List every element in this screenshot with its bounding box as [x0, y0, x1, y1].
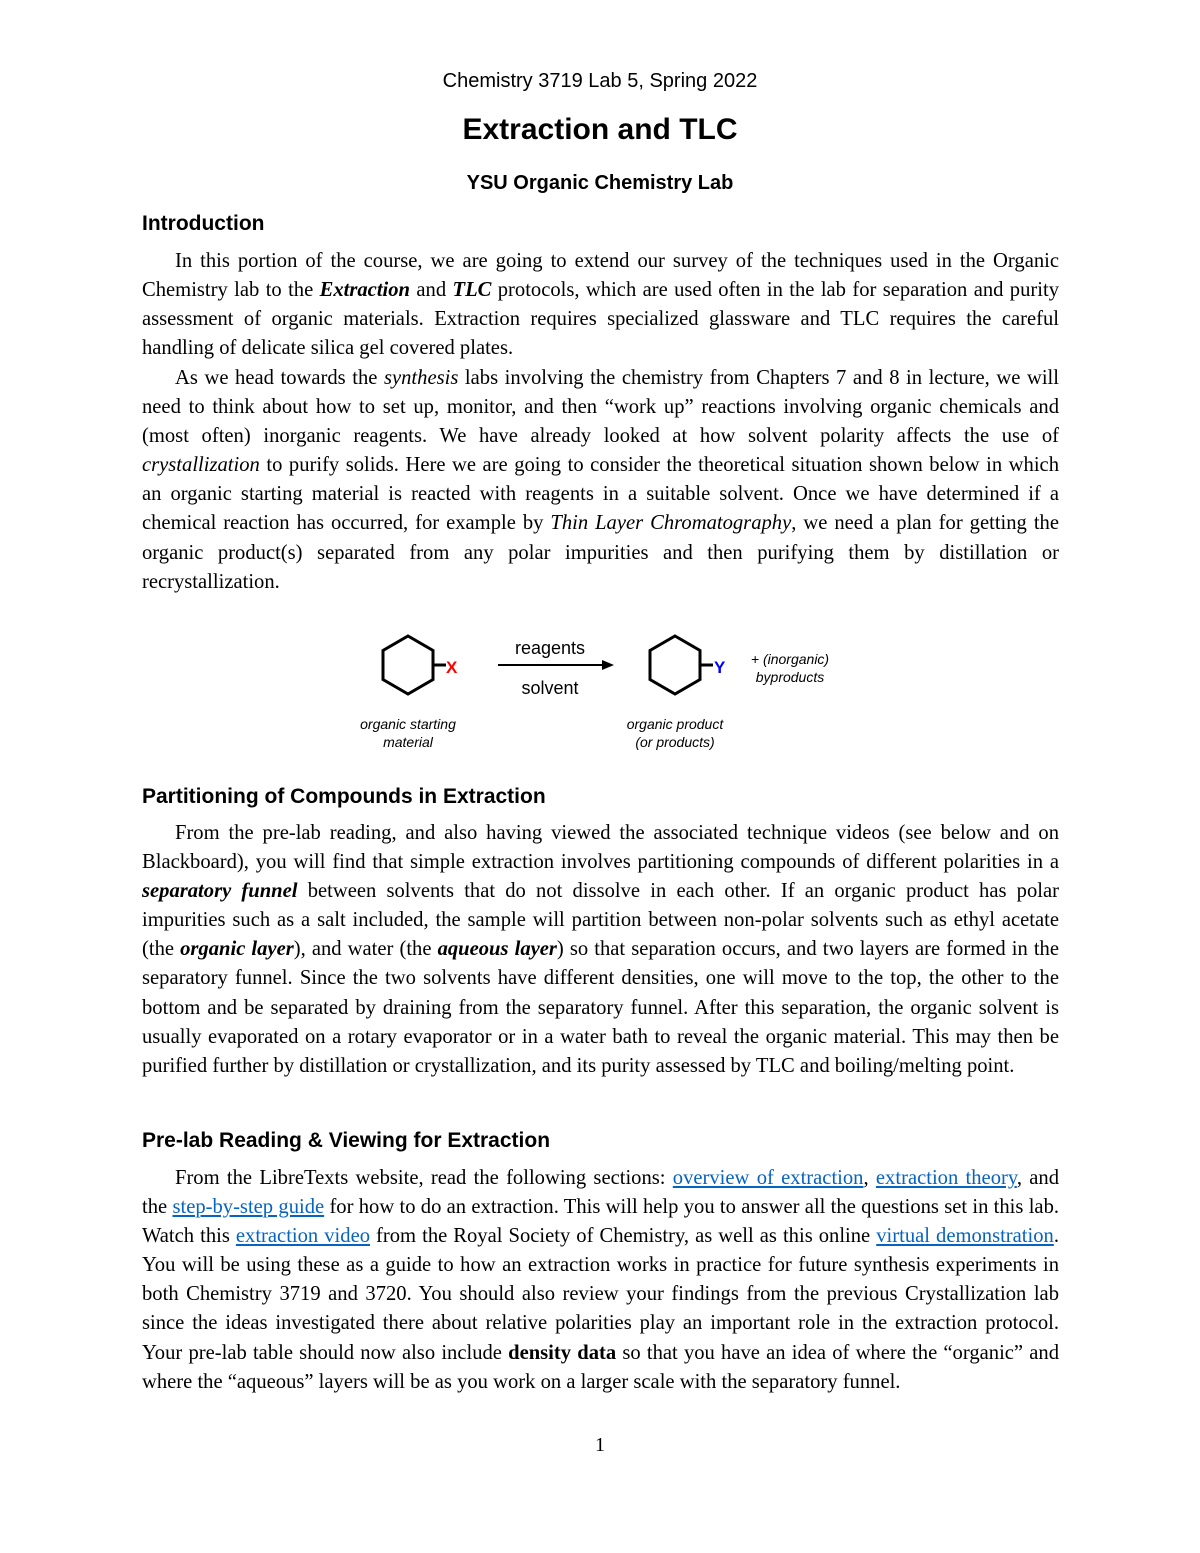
extraction-video-link[interactable]: extraction video: [235, 1225, 371, 1248]
partitioning-heading: Partitioning of Compounds in Extraction: [142, 785, 546, 808]
solvent-label: solvent: [521, 678, 579, 698]
course-header: Chemistry 3719 Lab 5, Spring 2022: [442, 70, 758, 92]
page-subtitle: YSU Organic Chemistry Lab: [466, 172, 734, 194]
starting-material-label-2: material: [383, 734, 433, 750]
byproducts-label-1: + (inorganic): [750, 651, 830, 667]
page-number: 1: [595, 1434, 605, 1456]
reagents-label: reagents: [514, 638, 586, 658]
product-hexagon: [650, 636, 700, 694]
page-title: Extraction and TLC: [462, 113, 738, 146]
starting-material-label-1: organic starting: [360, 716, 456, 732]
byproducts-label-2: byproducts: [755, 669, 825, 685]
product-label-2: (or products): [635, 734, 715, 750]
step-by-step-guide-link[interactable]: step-by-step guide: [172, 1196, 325, 1219]
starting-material-hexagon: [383, 636, 433, 694]
intro-paragraph-2: As we head towards the synthesis labs involving the chemistry from Chapters 7 and 8 in lecture, we will need to think about how to set up, monitor, and then “work up” reactions involving organic chemicals and (most often) inorganic reagents. We have already looked at how solvent polarity affects the use of crystallization to purify solids. Here we are going to consider the theoretical situation shown below in which an organic starting material is reacted with reagents in a suitable solvent. Once we have determined if a chemical reaction has occurred, for example by Thin Layer Chromatography, we need a plan for getting the organic product(s) separated from any polar impurities and then purifying them by distillation or recrystallization.: [142, 367, 1059, 593]
prelab-paragraph: From the LibreTexts website, read the following sections: overview of extraction, extraction theory, and the step-by-step guide for how to do an extraction. This will help you to answer all the questions set in this lab. Watch this extraction video from the Royal Society of Chemistry, as well as this online virtual demonstration. You will be using these as a guide to how an extraction works in practice for future synthesis experiments in both Chemistry 3719 and 3720. You should also review your findings from the previous Crystallization lab since the ideas investigated there about relative polarities play an important role in the extraction protocol. Your pre-lab table should now also include density data so that you have an idea of where the “organic” and where the “aqueous” layers will be as you work on a larger scale with the separatory funnel.: [142, 1167, 1060, 1393]
partitioning-paragraph: From the pre-lab reading, and also having viewed the associated technique videos (see below and on Blackboard), you will find that simple extraction involves partitioning compounds of different polarities in a separatory funnel between solvents that do not dissolve in each other. If an organic product has polar impurities such as a salt included, the sample will partition between non-polar solvents such as ethyl acetate (the organic layer), and water (the aqueous layer) so that separation occurs, and two layers are formed in the separatory funnel. Since the two solvents have different densities, one will move to the top, the other to the bottom and be separated by draining from the separatory funnel. After this separation, the organic solvent is usually evaporated on a rotary evaporator or in a water bath to reveal the organic material. This may then be purified further by distillation or crystallization, and its purity assessed by TLC and boiling/melting point.: [142, 822, 1059, 1077]
virtual-demonstration-link[interactable]: virtual demonstration: [876, 1225, 1054, 1248]
reaction-scheme: [340, 628, 880, 763]
intro-paragraph-1: In this portion of the course, we are going to extend our survey of the techniques used in the Organic Chemistry lab to the Extraction and TLC protocols, which are used often in the lab for separation and purity assessment of organic materials. Extraction requires specialized glassware and TLC requires the careful handling of delicate silica gel covered plates.: [142, 250, 1059, 360]
product-label-1: organic product: [626, 716, 724, 732]
introduction-heading: Introduction: [142, 212, 265, 235]
reaction-arrow-head: [602, 660, 614, 670]
substituent-y: Y: [714, 658, 726, 677]
substituent-x: X: [446, 658, 458, 677]
extraction-theory-link[interactable]: extraction theory: [875, 1167, 1017, 1189]
prelab-heading: Pre-lab Reading & Viewing for Extraction: [142, 1129, 551, 1152]
overview-of-extraction-link[interactable]: overview of extraction: [672, 1167, 864, 1189]
